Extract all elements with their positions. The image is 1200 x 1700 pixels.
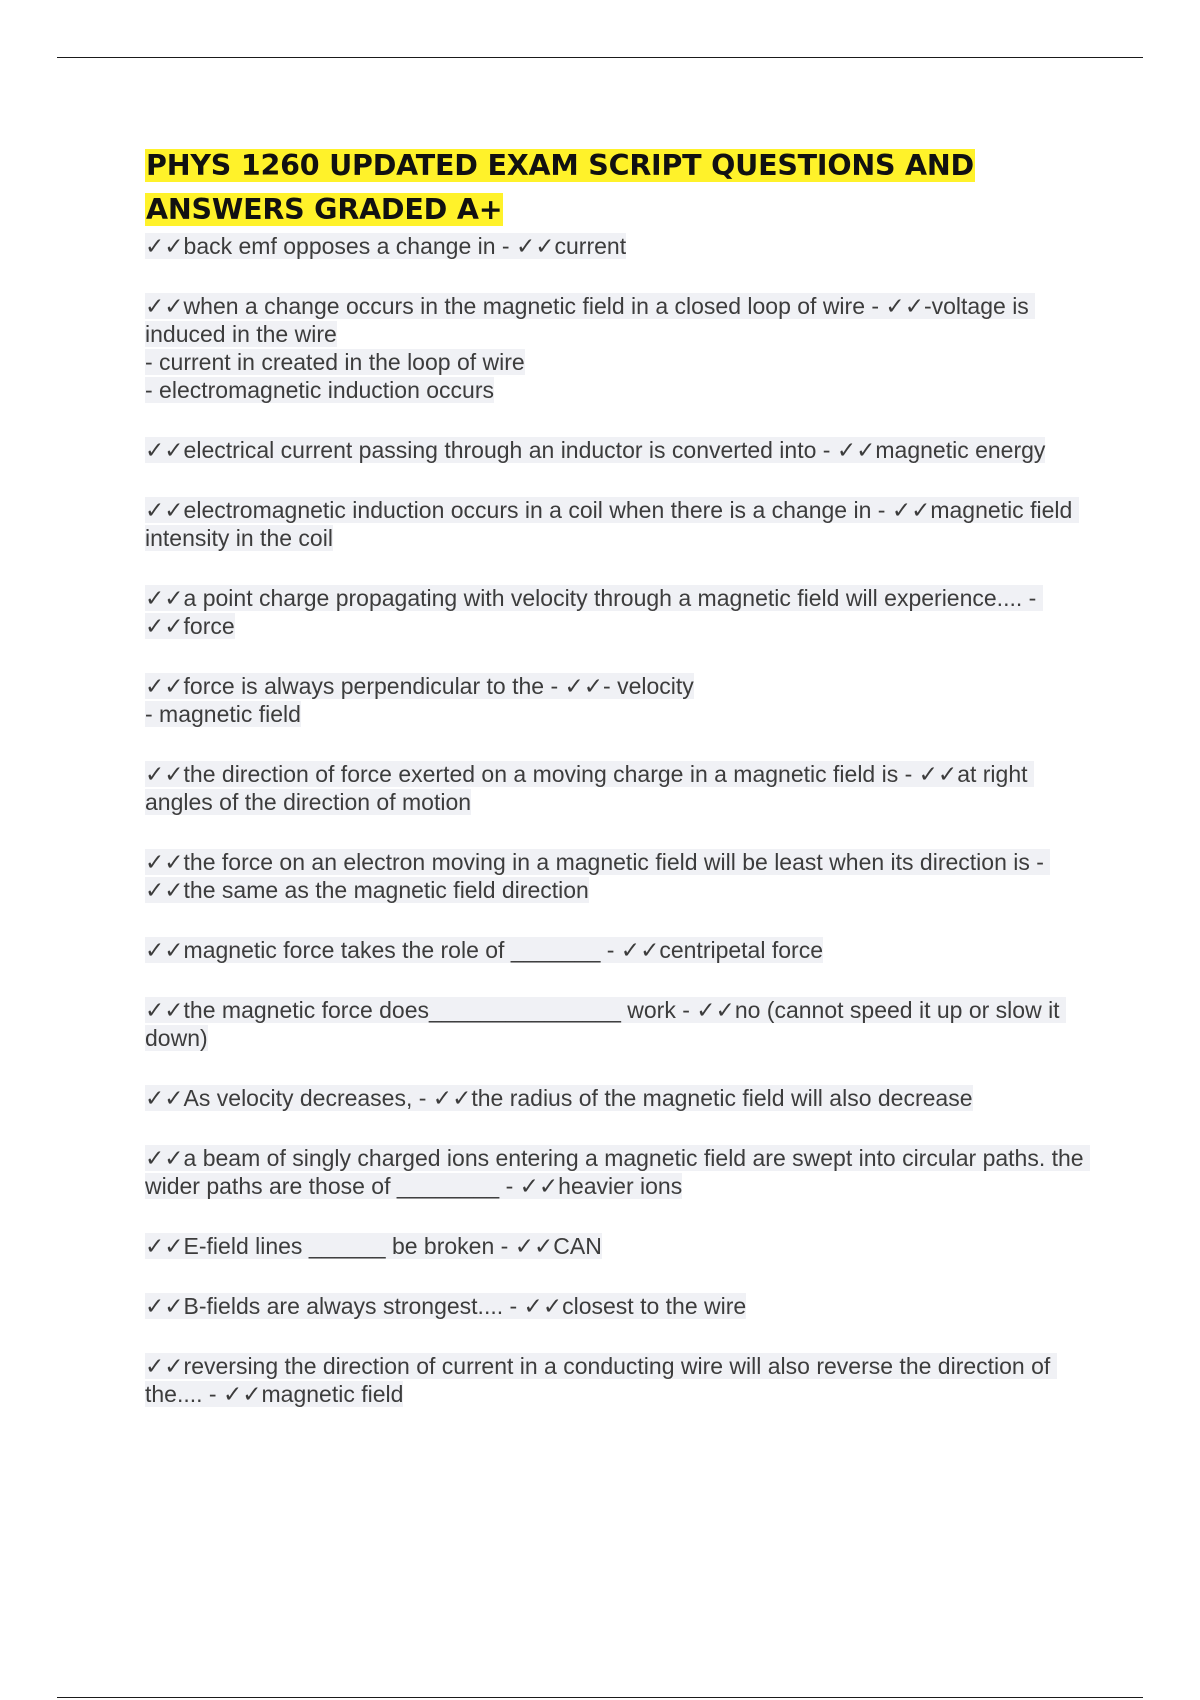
qa-item bbox=[145, 436, 1100, 464]
footer-rule bbox=[57, 1697, 1143, 1698]
qa-item bbox=[145, 760, 1100, 816]
qa-item-text: ✓✓As velocity decreases, - ✓✓the radius of the magnetic field will also decrease bbox=[145, 1085, 973, 1111]
qa-item bbox=[145, 232, 1100, 260]
qa-item bbox=[145, 292, 1100, 404]
qa-item bbox=[145, 584, 1100, 640]
qa-item bbox=[145, 672, 1100, 728]
qa-item-text: ✓✓magnetic force takes the role of _______ - ✓✓centripetal force bbox=[145, 937, 823, 963]
qa-item bbox=[145, 1292, 1100, 1320]
qa-item bbox=[145, 496, 1100, 552]
qa-item-text: ✓✓the magnetic force does_______________ work - ✓✓no (cannot speed it up or slow it down) bbox=[145, 997, 1066, 1051]
qa-item bbox=[145, 936, 1100, 964]
qa-item bbox=[145, 1084, 1100, 1112]
qa-item-text: ✓✓force is always perpendicular to the - ✓✓- velocity - magnetic field bbox=[145, 673, 694, 727]
qa-item-text: ✓✓when a change occurs in the magnetic field in a closed loop of wire - ✓✓-voltage is induced in the wire - current in created in the loop of wire - electromagnetic induction occurs bbox=[145, 293, 1035, 403]
qa-item-text: ✓✓B-fields are always strongest.... - ✓✓closest to the wire bbox=[145, 1293, 747, 1319]
qa-item bbox=[145, 1232, 1100, 1260]
qa-item-text: ✓✓the direction of force exerted on a moving charge in a magnetic field is - ✓✓at right angles of the direction of motion bbox=[145, 761, 1034, 815]
qa-list bbox=[145, 232, 1100, 1440]
header-rule bbox=[57, 57, 1143, 58]
qa-item-text: ✓✓back emf opposes a change in - ✓✓current bbox=[145, 233, 627, 259]
document-title bbox=[145, 144, 1105, 232]
qa-item-text: ✓✓the force on an electron moving in a magnetic field will be least when its direction is - ✓✓the same as the magnetic field direction bbox=[145, 849, 1051, 903]
qa-item-text: ✓✓reversing the direction of current in a conducting wire will also reverse the direction of the.... - ✓✓magnetic field bbox=[145, 1353, 1057, 1407]
qa-item-text: ✓✓electromagnetic induction occurs in a coil when there is a change in - ✓✓magnetic field intensity in the coil bbox=[145, 497, 1079, 551]
qa-item-text: ✓✓a point charge propagating with velocity through a magnetic field will experience.... - ✓✓force bbox=[145, 585, 1043, 639]
qa-item-text: ✓✓E-field lines ______ be broken - ✓✓CAN bbox=[145, 1233, 602, 1259]
qa-item-text: ✓✓electrical current passing through an inductor is converted into - ✓✓magnetic energy bbox=[145, 437, 1046, 463]
document-title-text: PHYS 1260 UPDATED EXAM SCRIPT QUESTIONS AND ANSWERS GRADED A+ bbox=[146, 149, 975, 226]
qa-item-text: ✓✓a beam of singly charged ions entering a magnetic field are swept into circular paths. the wider paths are those of ________ - ✓✓heavier ions bbox=[145, 1145, 1090, 1199]
qa-item bbox=[145, 1352, 1100, 1408]
qa-item bbox=[145, 996, 1100, 1052]
qa-item bbox=[145, 848, 1100, 904]
qa-item bbox=[145, 1144, 1100, 1200]
